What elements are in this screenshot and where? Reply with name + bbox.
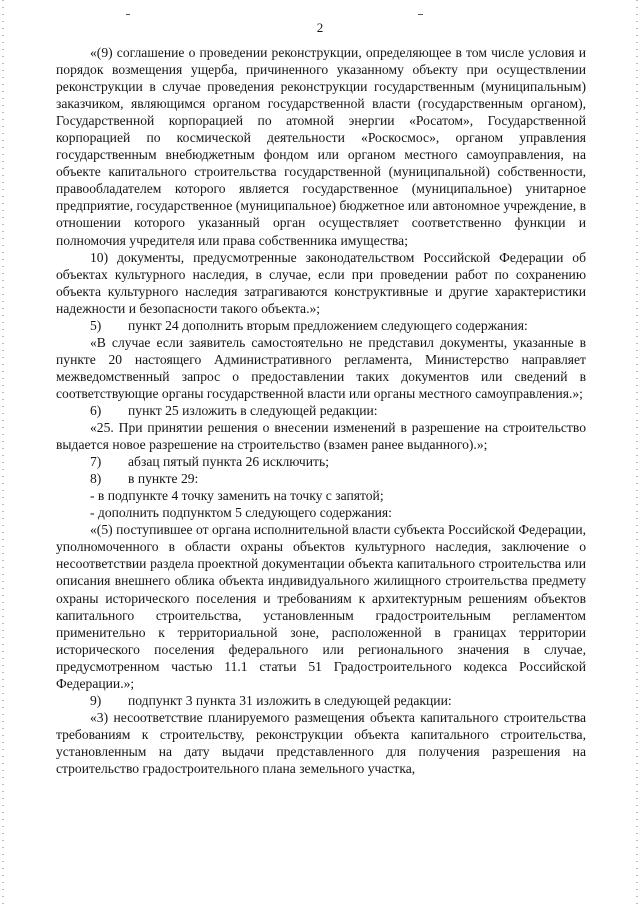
document-body — [56, 44, 586, 777]
numbered-item — [56, 317, 586, 334]
item-number: 6) — [90, 402, 102, 418]
item-number: 8) — [90, 471, 102, 487]
paragraph: «(5) поступившее от органа исполнительной власти субъекта Российской Федерации, уполномоченного в области охраны объектов культурного наследия, заключение о несоответствии раздела проектной документации объекта капитального строительства или описания внешнего облика объекта индивидуального жилищного строительства предмету охраны исторического поселения и требованиям к архитектурным решениям объектов капитального строительства, установленным градостроительным регламентом применительно к территориальной зоне, расположенной в границах территории исторического поселения федерального или регионального значения в случае, предусмотренном частью 11.1 статьи 51 Градостроительного кодекса Российской Федерации.»; — [56, 522, 586, 691]
paragraph: «25. При принятии решения о внесении изменений в разрешение на строительство выдается новое разрешение на строительство (взамен ранее выданного).»; — [56, 420, 586, 453]
paragraph: - в подпункте 4 точку заменить на точку с запятой; — [90, 488, 384, 504]
paragraph: «3) несоответствие планируемого размещения объекта капитального строительства требованиям к строительству, реконструкции объекта капитального строительства, установленным на дату выдачи представленного для получения разрешения на строительство градостроительного плана земельного участка, — [56, 709, 586, 776]
paragraph: «(9) соглашение о проведении реконструкции, определяющее в том числе условия и порядок возмещения ущерба, причиненного указанному объекту при осуществлении реконструкции в случае проведения реконструкции государственным (муниципальным) заказчиком, являющимся органом государственной власти (государственным органом), Государственной корпорацией по атомной энергии «Росатом», Государственной корпорацией по космической деятельности «Роскосмос», органом управления государственным внебюджетным фондом или органом местного самоуправления, на объекте капитального строительства государственной (муниципальной) собственности, правообладателем которого является государственное (муниципальное) унитарное предприятие, государственное (муниципальное) бюджетное или автономное учреждение, в отношении которого указанный орган осуществляет соответственно функции и полномочия учредителя или права собственника имущества; — [56, 45, 586, 248]
item-text: пункт 24 дополнить вторым предложением следующего содержания: — [128, 317, 528, 333]
paragraph: «В случае если заявитель самостоятельно не представил документы, указанные в пункте 20 настоящего Административного регламента, Министерство направляет межведомственный запрос о предоставлении таких документов или сведений в соответствующие органы государственной власти или органы местного самоуправления.»; — [56, 334, 586, 401]
paragraph: 10) документы, предусмотренные законодательством Российской Федерации об объектах культурного наследия, в случае, если при проведении работ по сохранению объекта культурного наследия затрагиваются конструктивные и другие характеристики надежности и безопасности такого объекта.»; — [56, 249, 586, 316]
numbered-item — [56, 470, 586, 487]
scan-edge-left — [2, 0, 4, 905]
scan-mark — [126, 14, 130, 15]
numbered-item — [56, 402, 586, 419]
numbered-item — [56, 453, 586, 470]
scan-mark — [418, 14, 423, 15]
paragraph: - дополнить подпунктом 5 следующего содержания: — [90, 505, 392, 521]
item-text: подпункт 3 пункта 31 изложить в следующей редакции: — [128, 692, 452, 708]
item-text: в пункте 29: — [128, 471, 199, 487]
item-number: 5) — [90, 317, 102, 333]
item-number: 9) — [90, 692, 102, 708]
item-text: абзац пятый пункта 26 исключить; — [128, 454, 329, 470]
numbered-item — [56, 692, 586, 709]
scan-edge-right — [636, 0, 638, 905]
item-number: 7) — [90, 454, 102, 470]
item-text: пункт 25 изложить в следующей редакции: — [128, 402, 378, 418]
page-number: 2 — [316, 20, 324, 35]
